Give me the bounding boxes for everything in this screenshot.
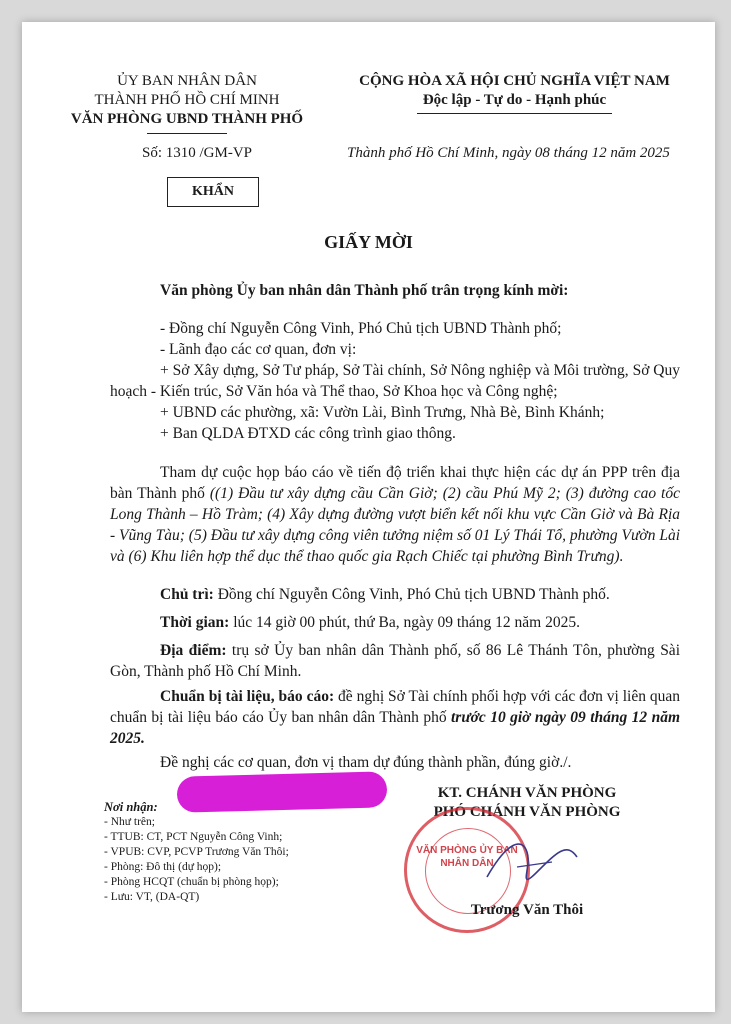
chair-label: Chủ trì: (160, 586, 214, 603)
invitee-item: + Sở Xây dựng, Sở Tư pháp, Sở Tài chính, Sở Nông nghiệp và Môi trường, Sở Quy hoạch - Kiến trúc, Sở Văn hóa và Thể thao, Sở Khoa học và Công nghệ; (110, 362, 680, 400)
location-value: trụ sở Ủy ban nhân dân Thành phố, số 86 Lê Thánh Tôn, phường Sài Gòn, Thành phố Hồ Chí Minh. (110, 642, 680, 680)
invitee-item: - Đồng chí Nguyễn Công Vinh, Phó Chủ tịch UBND Thành phố; (160, 320, 562, 337)
chair-line (110, 584, 680, 605)
issuer-underline (147, 133, 227, 134)
invitee-list (110, 318, 680, 444)
preparation-label: Chuẩn bị tài liệu, báo cáo: (160, 688, 335, 705)
purpose-paragraph (110, 462, 680, 567)
document-page (22, 22, 715, 1012)
recipient-item: - VPUB: CVP, PCVP Trương Văn Thôi; (104, 846, 289, 858)
recipient-item: - Phòng: Đô thị (dự họp); (104, 861, 222, 873)
preparation-deadline: trước 10 giờ ngày 09 tháng 12 năm 2025. (110, 709, 681, 747)
seal-label: VĂN PHÒNG ỦY BAN NHÂN DÂN (416, 845, 518, 869)
document-title: GIẤY MỜI (324, 232, 413, 252)
preparation-value: đề nghị Sở Tài chính phối hợp với các đơn vị liên quan chuẩn bị tài liệu báo cáo Ủy ban nhân dân Thành phố (110, 688, 680, 726)
invitee-item: + UBND các phường, xã: Vườn Lài, Bình Trưng, Nhà Bè, Bình Khánh; (160, 404, 605, 421)
invitee-item: + Ban QLDA ĐTXD các công trình giao thông. (160, 425, 456, 442)
chair-value: Đồng chí Nguyễn Công Vinh, Phó Chủ tịch UBND Thành phố. (213, 586, 610, 603)
intro-line: Văn phòng Ủy ban nhân dân Thành phố trân trọng kính mời: (160, 282, 569, 299)
preparation-line (110, 686, 680, 749)
signature-title-2: PHÓ CHÁNH VĂN PHÒNG (433, 804, 621, 820)
project-list: ((1) Đầu tư xây dựng cầu Cần Giờ; (2) cầu Phú Mỹ 2; (3) đường cao tốc Long Thành – Hồ Tràm; (4) Xây dựng đường vượt biển kết nối khu vực Cần Giờ và Bà Rịa - Vũng Tàu; (5) Đầu tư xây dựng công viên tưởng niệm số 01 Lý Thái Tổ, phường Vườn Lài và (6) Khu liên hợp thể dục thể thao quốc gia Rạch Chiếc tại phường Bình Trưng). (110, 485, 680, 565)
time-value: lúc 14 giờ 00 phút, thứ Ba, ngày 09 tháng 12 năm 2025. (229, 614, 580, 631)
issuer-line-1: ỦY BAN NHÂN DÂN (117, 73, 257, 89)
motto-underline (417, 113, 612, 114)
invitee-item: - Lãnh đạo các cơ quan, đơn vị: (160, 341, 357, 358)
recipients-title: Nơi nhận: (104, 800, 158, 814)
national-motto-block (342, 72, 687, 110)
time-label: Thời gian: (160, 614, 230, 631)
purpose-text: Tham dự cuộc họp báo cáo về tiến độ triển khai thực hiện các dự án PPP trên địa bàn Thành phố (110, 464, 680, 502)
recipients-block (104, 800, 374, 905)
issuer-block (67, 72, 307, 129)
recipient-item: - TTUB: CT, PCT Nguyễn Công Vinh; (104, 831, 283, 843)
urgent-box: KHẨN (167, 177, 259, 207)
location-line (110, 640, 680, 682)
recipient-item: - Như trên; (104, 816, 155, 828)
document-number: Số: 1310 /GM-VP (142, 145, 253, 161)
signer-name: Trương Văn Thôi (470, 902, 584, 918)
country-name: CỘNG HÒA XÃ HỘI CHỦ NGHĨA VIỆT NAM (359, 73, 670, 89)
issuer-line-3: VĂN PHÒNG UBND THÀNH PHỐ (70, 111, 304, 127)
motto: Độc lập - Tự do - Hạnh phúc (422, 92, 607, 108)
closing-line: Đề nghị các cơ quan, đơn vị tham dự đúng thành phần, đúng giờ./. (160, 754, 572, 771)
signature-title-1: KT. CHÁNH VĂN PHÒNG (437, 785, 617, 801)
time-line (110, 612, 680, 633)
place-and-date: Thành phố Hồ Chí Minh, ngày 08 tháng 12 năm 2025 (347, 145, 670, 161)
handwritten-signature (477, 822, 587, 902)
recipient-item: - Lưu: VT, (DA-QT) (104, 891, 200, 903)
location-label: Địa điểm: (160, 642, 227, 659)
issuer-line-2: THÀNH PHỐ HỒ CHÍ MINH (94, 92, 280, 108)
recipient-item: - Phòng HCQT (chuẩn bị phòng họp); (104, 876, 279, 888)
